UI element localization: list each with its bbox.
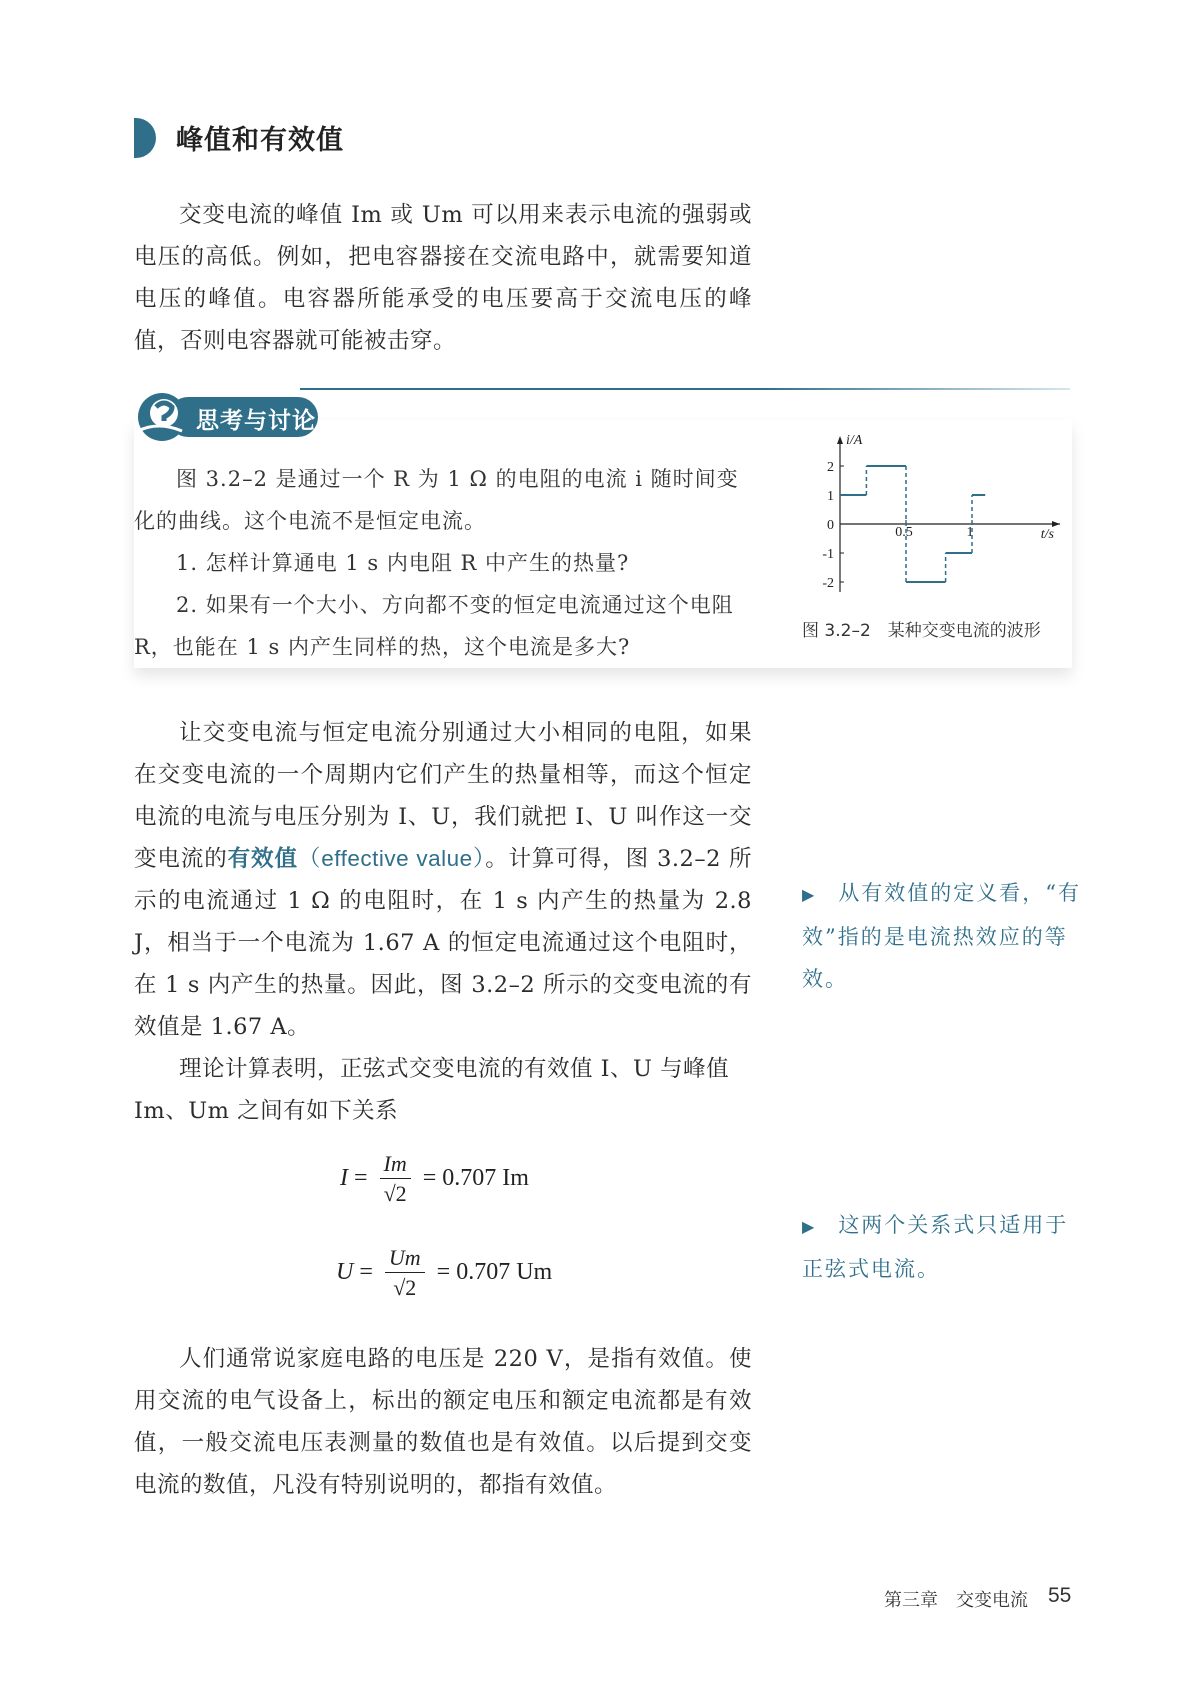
body-paragraph-household: [134, 1338, 752, 1506]
y-tick-label: 1: [827, 489, 834, 504]
x-tick-label: 0.5: [895, 525, 913, 540]
intro-paragraph: [134, 194, 752, 362]
intro-text: 交变电流的峰值 Im 或 Um 可以用来表示电流的强弱或电压的高低。例如，把电容器接在交流电路中，就需要知道电压的峰值。电容器所能承受的电压要高于交流电压的峰值，否则电容器就可能被击穿。: [134, 202, 752, 354]
discussion-question-2: 2. 如果有一个大小、方向都不变的恒定电流通过这个电阻R，也能在 1 s 内产生同样的热，这个电流是多大?: [134, 593, 734, 659]
triangle-right-icon: ▶: [802, 1217, 817, 1236]
formula-current-denominator: √2: [383, 1181, 407, 1206]
formula-current-rhs: = 0.707 Im: [422, 1165, 529, 1192]
section-heading-marker: [134, 118, 156, 158]
formula-voltage-numerator: Um: [385, 1244, 425, 1273]
triangle-right-icon: ▶: [802, 885, 817, 904]
margin-note-1: [802, 872, 1082, 1000]
formula-voltage: U = $\frac{Um}{√2}$ = 0.707 Um: [336, 1244, 552, 1303]
formula-voltage-lhs: U: [336, 1259, 354, 1286]
y-axis-label: i/A: [846, 433, 863, 448]
discussion-badge-label: 思考与讨论: [196, 408, 316, 434]
x-axis-label: t/s: [1040, 527, 1054, 542]
discussion-question-1: 1. 怎样计算通电 1 s 内电阻 R 中产生的热量?: [176, 551, 630, 575]
y-tick-label: -2: [822, 576, 834, 591]
section-title: 峰值和有效值: [176, 125, 344, 156]
discussion-divider: [300, 388, 1070, 390]
formula-voltage-fraction: [385, 1244, 425, 1303]
formula-voltage-rhs: = 0.707 Um: [436, 1259, 553, 1286]
margin-note-2: [802, 1204, 1082, 1290]
term-effective-value: 有效值: [227, 846, 298, 872]
body-paragraph-effective-value: [134, 712, 752, 1132]
x-tick-label: 1: [966, 525, 974, 540]
y-tick-label: -1: [822, 547, 834, 562]
y-axis-arrow: [837, 436, 843, 444]
formula-current: I = $\frac{Im}{√2}$ = 0.707 Im: [340, 1150, 529, 1209]
page-number: 55: [1048, 1584, 1072, 1607]
figure-caption: 图 3.2–2 某种交变电流的波形: [802, 621, 1041, 641]
body-relation-text-2: Im、Um 之间有如下关系: [134, 1098, 399, 1124]
waveform-chart: [770, 432, 1070, 632]
term-english: （effective value）: [297, 846, 486, 871]
body-text-a: 让交变电流与恒定电流分别通过大小相同的电阻，如果在交变电流的一个周期内它们产生的热量相等，而这个恒定电流的电流与电压分别为 I、U，我们就把 I、U 叫作这一交变电流的: [134, 720, 752, 872]
formula-voltage-denominator: √2: [393, 1275, 417, 1300]
household-text: 人们通常说家庭电路的电压是 220 V，是指有效值。使用交流的电气设备上，标出的额定电压和额定电流都是有效值，一般交流电压表测量的数值也是有效值。以后提到交变电流的数值，凡没有特别说明的，都指有效值。: [134, 1346, 752, 1498]
margin-note-2-text: 这两个关系式只适用于正弦式电流。: [802, 1213, 1069, 1281]
body-text-b: 。计算可得，图 3.2–2 所示的电流通过 1 Ω 的电阻时，在 1 s 内产生的热量为 2.8 J，相当于一个电流为 1.67 A 的恒定电流通过这个电阻时，在 1 s 内产生的热量。因此，图 3.2–2 所示的交变电流的有效值是 1.67 A。: [134, 846, 752, 1040]
y-tick-label: 0: [827, 518, 834, 533]
y-tick-label: 2: [827, 460, 834, 475]
margin-note-1-text: 从有效值的定义看，“有效”指的是电流热效应的等效。: [802, 881, 1082, 991]
formula-current-fraction: [380, 1150, 411, 1209]
formula-current-lhs: I: [340, 1165, 348, 1192]
formula-current-numerator: Im: [380, 1150, 411, 1179]
discussion-text: [134, 458, 754, 668]
discussion-intro: 图 3.2–2 是通过一个 R 为 1 Ω 的电阻的电流 i 随时间变化的曲线。这个电流不是恒定电流。: [134, 467, 739, 533]
body-relation-text: 理论计算表明，正弦式交变电流的有效值 I、U 与峰值: [179, 1056, 730, 1082]
footer-chapter: 第三章 交变电流: [884, 1590, 1028, 1611]
